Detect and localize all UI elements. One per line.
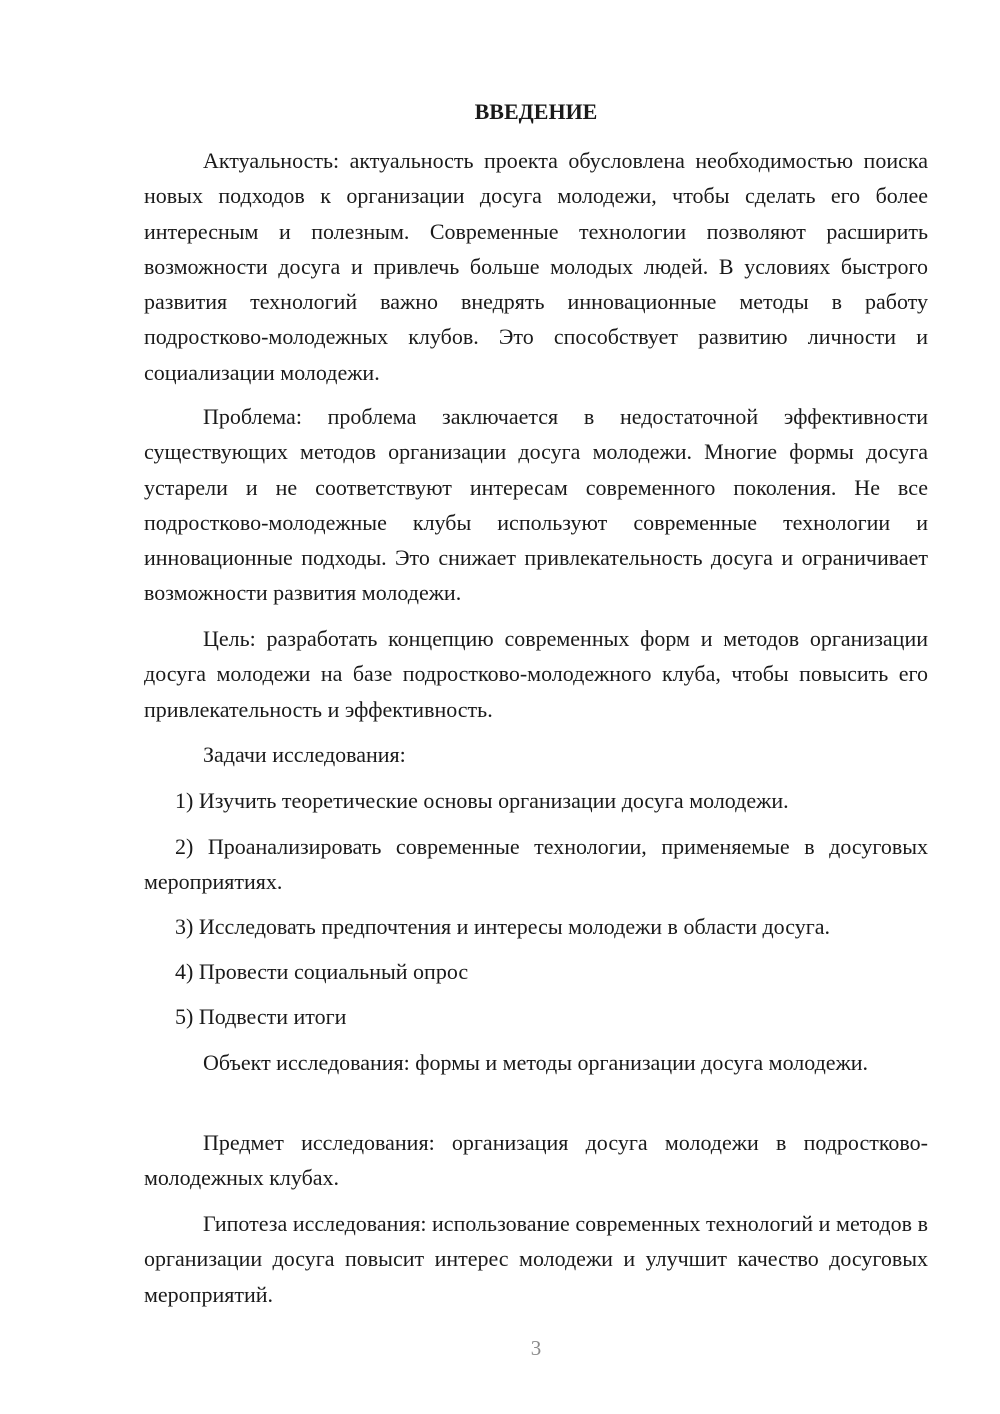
paragraph-problem: Проблема: проблема заключается в недостаточной эффективности существующих методов организации досуга молодежи. Многие формы досуга устарели и не соответствуют интересам современного поколения. Не все подростково-молодежные клубы используют современные технологии и инновационные подходы. Это снижает привлекательность досуга и ограничивает возможности развития молодежи. [144, 404, 928, 606]
document-page [144, 0, 928, 1414]
paragraph-object: Объект исследования: формы и методы организации досуга молодежи. [203, 1050, 869, 1075]
section-title: ВВЕДЕНИЕ [474, 99, 598, 124]
task-item-2: 2) Проанализировать современные технологии, применяемые в досуговых мероприятиях. [144, 834, 928, 895]
tasks-heading: Задачи исследования: [203, 742, 406, 767]
paragraph-goal: Цель: разработать концепцию современных форм и методов организации досуга молодежи на базе подростково-молодежного клуба, чтобы повысить его привлекательность и эффективность. [144, 626, 928, 722]
task-item-5: 5) Подвести итоги [175, 1004, 347, 1029]
paragraph-hypothesis: Гипотеза исследования: использование современных технологий и методов в организации досуга повысит интерес молодежи и улучшит качество досуговых мероприятий. [144, 1211, 928, 1307]
paragraph-subject: Предмет исследования: организация досуга молодежи в подростково-молодежных клубах. [144, 1130, 928, 1191]
task-item-4: 4) Провести социальный опрос [175, 959, 469, 984]
paragraph-relevance: Актуальность: актуальность проекта обусловлена необходимостью поиска новых подходов к организации досуга молодежи, чтобы сделать его более интересным и полезным. Современные технологии позволяют расширить возможности досуга и привлечь больше молодых людей. В условиях быстрого развития технологий важно внедрять инновационные методы в работу подростково-молодежных клубов. Это способствует развитию личности и социализации молодежи. [144, 148, 928, 385]
task-item-3: 3) Исследовать предпочтения и интересы молодежи в области досуга. [175, 914, 830, 939]
page-number: 3 [530, 1336, 542, 1360]
task-item-1: 1) Изучить теоретические основы организации досуга молодежи. [175, 788, 789, 813]
